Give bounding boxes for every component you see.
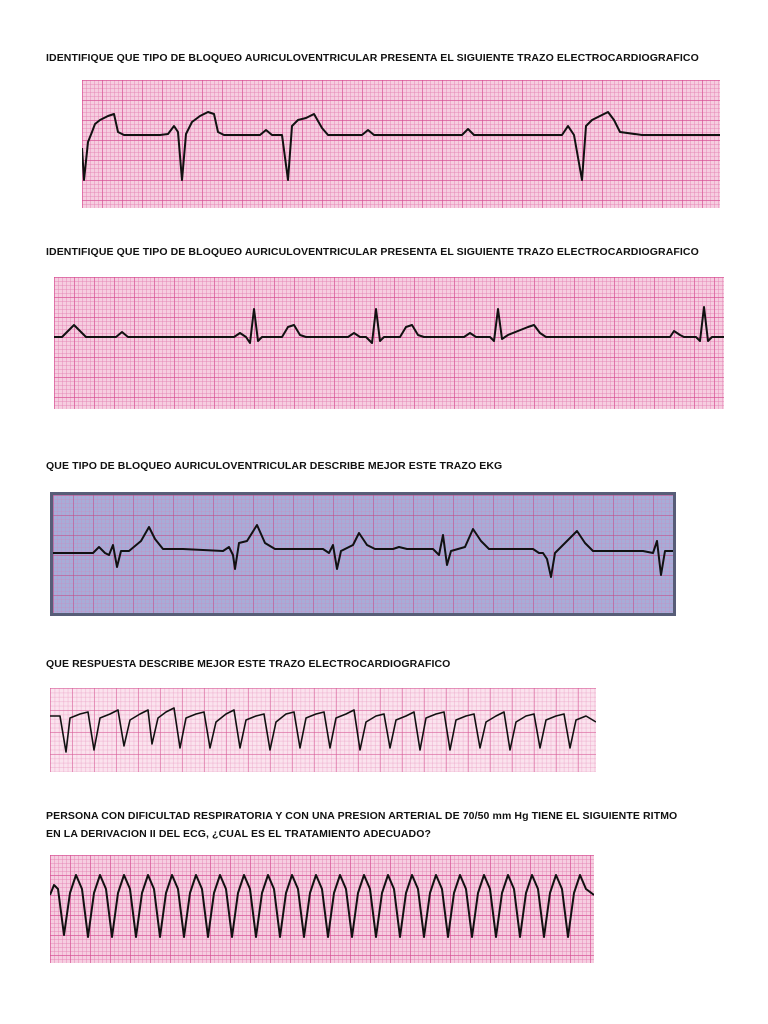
ecg-trace-1 bbox=[82, 80, 720, 208]
question-3-text: QUE TIPO DE BLOQUEO AURICULOVENTRICULAR DESCRIBE MEJOR ESTE TRAZO EKG bbox=[46, 460, 503, 472]
ecg-strip-4 bbox=[50, 688, 596, 772]
ecg-trace-5 bbox=[50, 855, 594, 963]
question-5-text-line1: PERSONA CON DIFICULTAD RESPIRATORIA Y CON UNA PRESION ARTERIAL DE 70/50 mm Hg TIENE EL SIGUIENTE RITMO bbox=[46, 810, 678, 822]
question-5-text-line2: EN LA DERIVACION II DEL ECG, ¿CUAL ES EL TRATAMIENTO ADECUADO? bbox=[46, 828, 431, 840]
question-1-text: IDENTIFIQUE QUE TIPO DE BLOQUEO AURICULOVENTRICULAR PRESENTA EL SIGUIENTE TRAZO ELECTROCARDIOGRAFICO bbox=[46, 52, 699, 64]
question-4-text: QUE RESPUESTA DESCRIBE MEJOR ESTE TRAZO ELECTROCARDIOGRAFICO bbox=[46, 658, 451, 670]
ecg-trace-4 bbox=[50, 688, 596, 772]
ecg-strip-5 bbox=[50, 855, 594, 963]
ecg-trace-3 bbox=[53, 495, 673, 613]
ecg-strip-1 bbox=[82, 80, 720, 208]
ecg-trace-2 bbox=[54, 277, 724, 409]
ecg-strip-2 bbox=[54, 277, 724, 409]
ecg-strip-3 bbox=[50, 492, 676, 616]
question-2-text: IDENTIFIQUE QUE TIPO DE BLOQUEO AURICULOVENTRICULAR PRESENTA EL SIGUIENTE TRAZO ELECTROCARDIOGRAFICO bbox=[46, 246, 699, 258]
